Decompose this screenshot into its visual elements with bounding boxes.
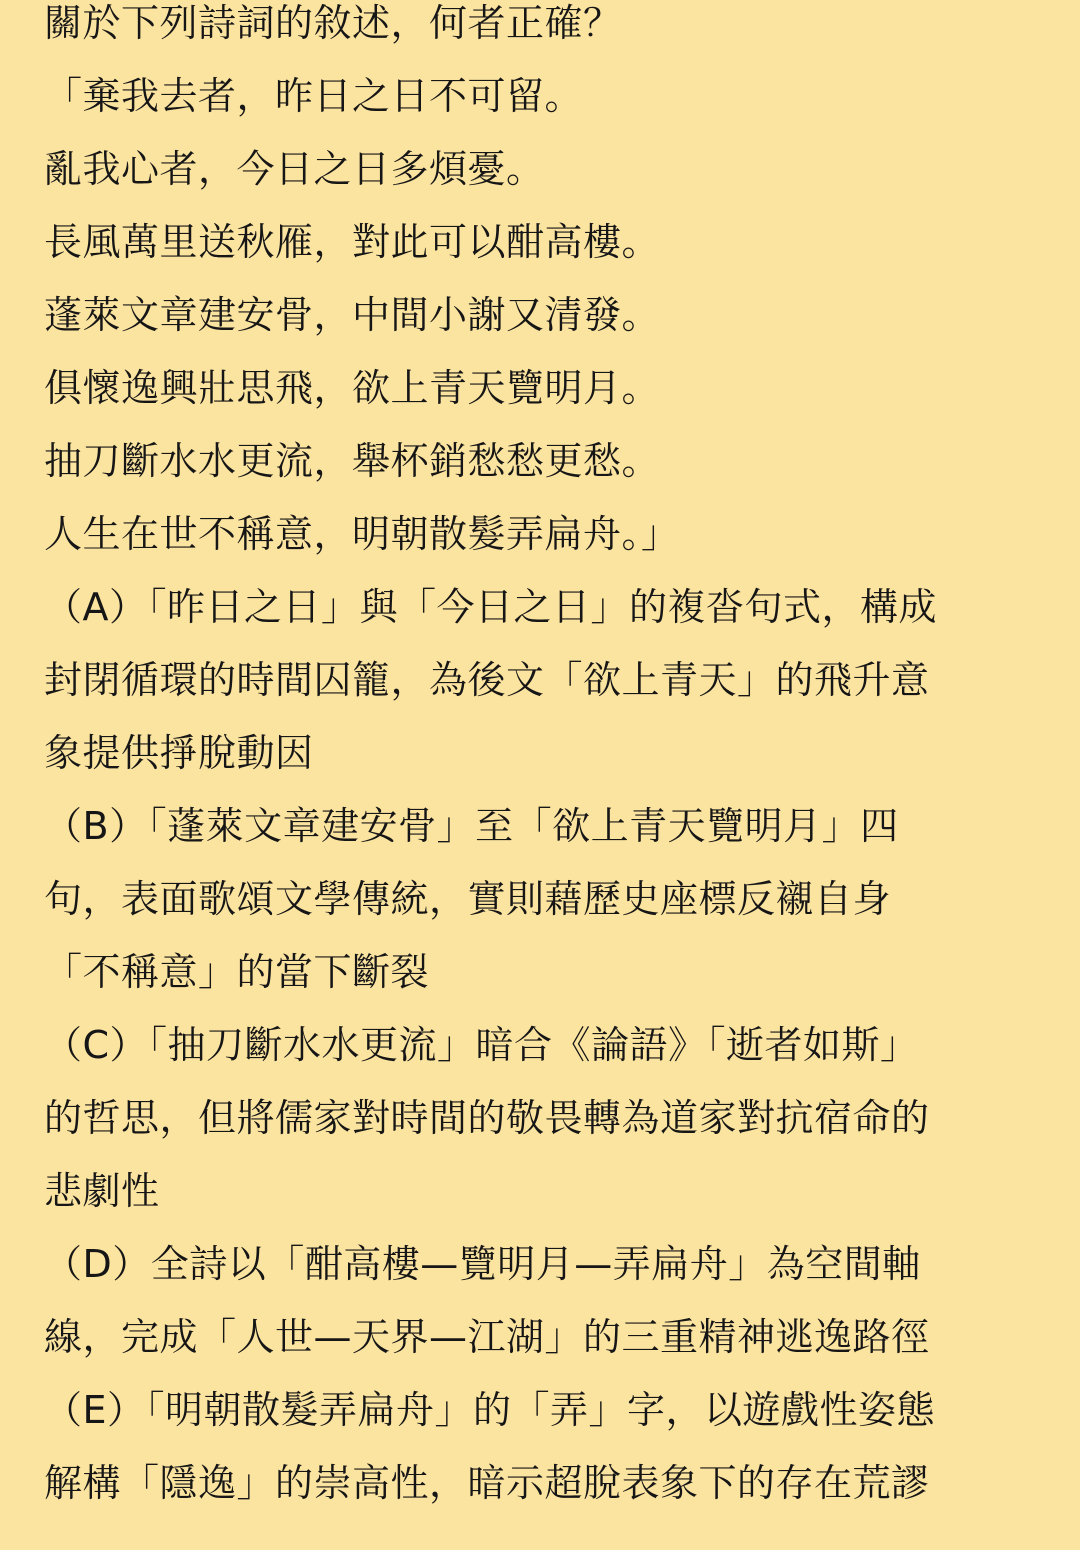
option-c-line-3: 悲劇性 — [44, 1169, 160, 1213]
option-c-line-1: （C）「抽刀斷水水更流」暗合《論語》「逝者如斯」 — [44, 1023, 919, 1067]
poem-line-7: 人生在世不稱意，明朝散髮弄扁舟。」 — [44, 512, 680, 556]
poem-line-5: 俱懷逸興壯思飛，欲上青天覽明月。 — [44, 366, 661, 410]
poem-line-3: 長風萬里送秋雁，對此可以酣高樓。 — [44, 220, 661, 264]
poem-line-2: 亂我心者，今日之日多煩憂。 — [44, 147, 545, 191]
option-b-line-3: 「不稱意」的當下斷裂 — [44, 950, 430, 994]
option-a-line-1: （A）「昨日之日」與「今日之日」的複沓句式，構成 — [44, 585, 937, 629]
option-c-line-2: 的哲思，但將儒家對時間的敬畏轉為道家對抗宿命的 — [44, 1096, 930, 1140]
poem-line-4: 蓬萊文章建安骨，中間小謝又清發。 — [44, 293, 661, 337]
option-d-line-2: 線，完成「人世—天界—江湖」的三重精神逃逸路徑 — [44, 1315, 930, 1359]
option-d-line-1: （D）全詩以「酣高樓—覽明月—弄扁舟」為空間軸 — [44, 1242, 921, 1286]
option-b-line-2: 句，表面歌頌文學傳統，實則藉歷史座標反襯自身 — [44, 877, 892, 921]
option-e-line-2: 解構「隱逸」的崇高性，暗示超脫表象下的存在荒謬 — [44, 1461, 930, 1505]
question-stem: 關於下列詩詞的敘述，何者正確？ — [44, 1, 622, 45]
option-e-line-1: （E）「明朝散髮弄扁舟」的「弄」字，以遊戲性姿態 — [44, 1388, 936, 1432]
poem-line-6: 抽刀斷水水更流，舉杯銷愁愁更愁。 — [44, 439, 661, 483]
option-a-line-3: 象提供掙脫動因 — [44, 731, 314, 775]
option-b-line-1: （B）「蓬萊文章建安骨」至「欲上青天覽明月」四 — [44, 804, 899, 848]
poem-line-1: 「棄我去者，昨日之日不可留。 — [44, 74, 584, 118]
option-a-line-2: 封閉循環的時間囚籠，為後文「欲上青天」的飛升意 — [44, 658, 930, 702]
